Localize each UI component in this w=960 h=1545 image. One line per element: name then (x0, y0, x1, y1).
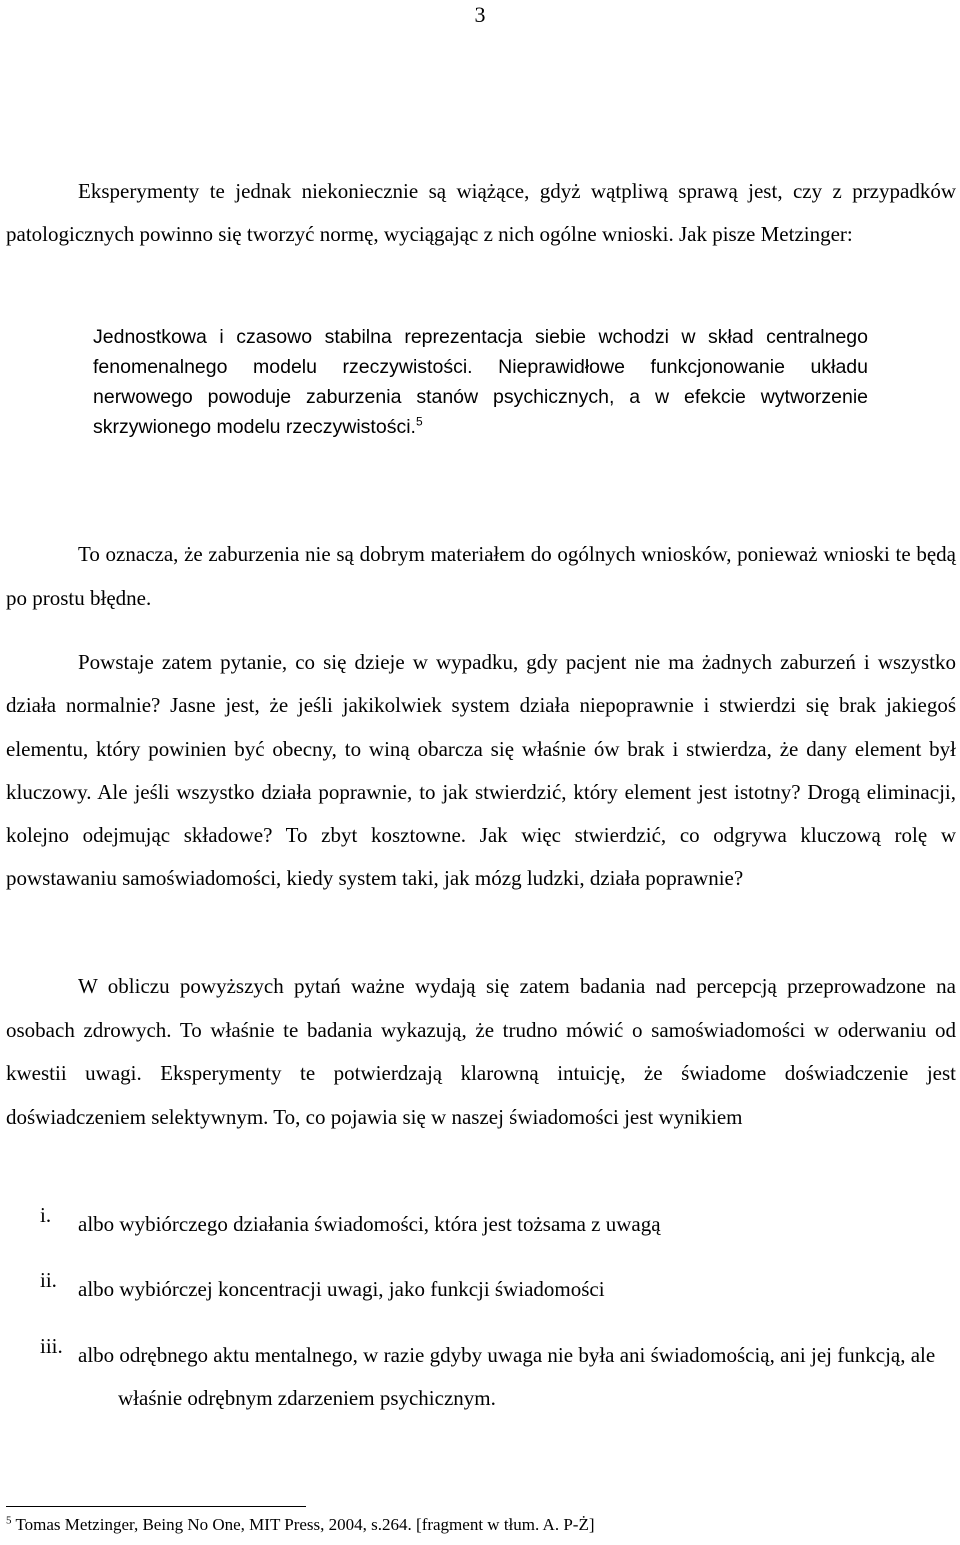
paragraph-3-text: Powstaje zatem pytanie, co się dzieje w wypadku, gdy pacjent nie ma żadnych zaburzeń i wszystko działa normalnie? Jasne jest, że jeśli jakikolwiek system działa niepoprawnie i stwierdzi się brak jakiegoś elementu, który powinien być obecny, to winą obarcza się właśnie ów brak i stwierdza, że dany element był kluczowy. Ale jeśli wszystko działa poprawnie, to jak stwierdzić, który element jest istotny? Drogą eliminacji, kolejno odejmując składowe? To zbyt kosztowne. Jak więc stwierdzić, co odgrywa kluczową rolę w powstawaniu samoświadomości, kiedy system taki, jak mózg ludzki, działa poprawnie? (6, 650, 956, 891)
list-item-text: albo wybiórczego działania świadomości, która jest tożsama z uwagą (78, 1212, 661, 1236)
list-item-text: albo odrębnego aktu mentalnego, w razie gdyby uwaga nie była ani świadomością, ani jej funkcją, ale właśnie odrębnym zdarzeniem psychicznym. (78, 1343, 936, 1410)
footnote-text: Tomas Metzinger, Being No One, MIT Press, 2004, s.264. [fragment w tłum. A. P-Ż] (15, 1515, 595, 1534)
list-marker: i. (40, 1203, 52, 1227)
paragraph-2 (6, 532, 956, 620)
list-item-text: albo wybiórczej koncentracji uwagi, jako funkcji świadomości (78, 1277, 605, 1301)
footnote-reference[interactable]: 5 (415, 414, 423, 429)
block-quote-text: Jednostkowa i czasowo stabilna reprezentacja siebie wchodzi w skład centralnego fenomenalnego modelu rzeczywistości. Nieprawidłowe funkcjonowanie układu nerwowego powoduje zaburzenia stanów psychicznych, a w efekcie wytworzenie skrzywionego modelu rzeczywistości. (93, 326, 868, 438)
footnote (6, 1515, 595, 1535)
paragraph-1 (6, 170, 956, 256)
paragraph-2-text: To oznacza, że zaburzenia nie są dobrym materiałem do ogólnych wniosków, ponieważ wnioski te będą po prostu błędne. (6, 542, 956, 610)
footnote-number: 5 (6, 1514, 12, 1527)
paragraph-3 (6, 641, 956, 901)
paragraph-1-text: Eksperymenty te jednak niekoniecznie są wiążące, gdyż wątpliwą sprawą jest, czy z przypadków patologicznych powinno się tworzyć normę, wyciągając z nich ogólne wnioski. Jak pisze Metzinger: (6, 179, 956, 246)
list-marker: ii. (40, 1268, 57, 1292)
list-marker: iii. (40, 1334, 63, 1358)
footnote-separator (6, 1506, 306, 1507)
paragraph-4-text: W obliczu powyższych pytań ważne wydają się zatem badania nad percepcją przeprowadzone na osobach zdrowych. To właśnie te badania wykazują, że trudno mówić o samoświadomości w oderwaniu od kwestii uwagi. Eksperymenty te potwierdzają klarowną intuicję, że świadome doświadczenie jest doświadczeniem selektywnym. To, co pojawia się w naszej świadomości jest wynikiem (6, 974, 956, 1129)
page-number: 3 (474, 2, 486, 27)
block-quote (93, 322, 868, 442)
paragraph-4 (6, 965, 956, 1139)
